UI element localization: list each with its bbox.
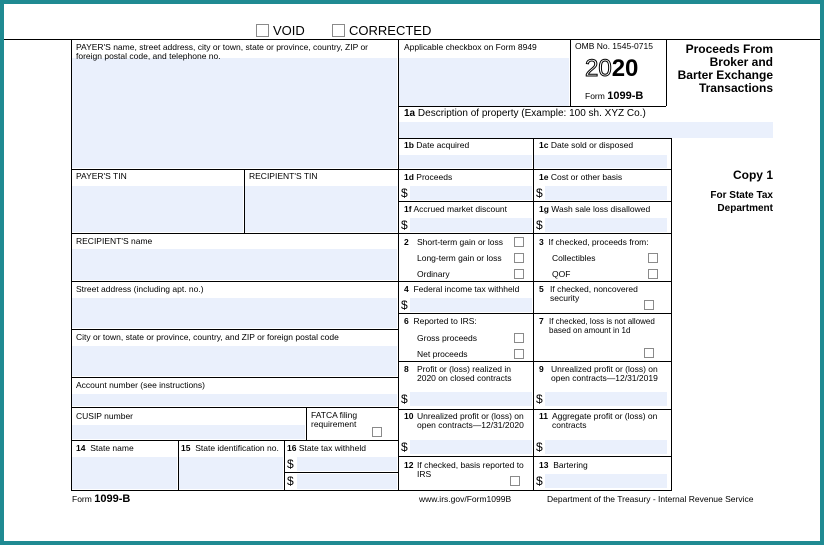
footer-form: [72, 493, 130, 505]
box-14-label: [76, 444, 134, 453]
box-number: 14: [76, 443, 86, 453]
box-number: 1g: [539, 204, 549, 214]
box-number: 1c: [539, 140, 549, 150]
box-number: 10: [404, 411, 414, 421]
rule: [399, 106, 666, 107]
box-8-label: Profit or (loss) realized in 2020 on closed contracts: [417, 364, 512, 383]
field-4[interactable]: [410, 298, 532, 312]
box-number: 11: [539, 411, 548, 421]
box-1d-label: [404, 173, 452, 182]
box-text: If checked, proceeds from:: [548, 237, 649, 247]
box-3-collectibles-checkbox[interactable]: [648, 253, 658, 263]
box-number: 12: [404, 460, 414, 470]
box-1c-label: [539, 141, 633, 150]
rule: [72, 169, 398, 170]
dollar-sign: $: [401, 186, 408, 200]
field-11[interactable]: [545, 440, 667, 454]
copy-subtitle-line: Department: [717, 203, 773, 214]
form-bottom-border: [72, 490, 671, 491]
account-field[interactable]: [72, 394, 397, 406]
form-title-line: Proceeds From: [685, 42, 773, 56]
form-title-line: Broker and: [709, 55, 773, 69]
box-text: Wash sale loss disallowed: [551, 204, 651, 214]
form-small-number: 1099-B: [607, 90, 644, 102]
box-9-label: Unrealized profit or (loss) on open contracts—12/31/2019: [551, 364, 658, 383]
box-number: 4: [404, 284, 409, 294]
recipient-name-field[interactable]: [72, 249, 397, 280]
applicable-checkbox-label: Applicable checkbox on Form 8949: [404, 42, 537, 52]
box-text: Date acquired: [416, 140, 470, 150]
box-text: Cost or other basis: [550, 172, 623, 182]
box-number: 15: [181, 443, 191, 453]
box-1a-label: [404, 108, 646, 119]
box-number: 5: [539, 284, 544, 294]
box-2-long-checkbox[interactable]: [514, 253, 524, 263]
rule: [399, 313, 671, 314]
box-text: Proceeds: [416, 172, 453, 182]
city-field[interactable]: [72, 346, 397, 376]
box-number: 2: [404, 237, 409, 247]
rule: [178, 440, 179, 491]
street-field[interactable]: [72, 298, 397, 328]
box-number: 7: [539, 316, 544, 326]
street-label: Street address (including apt. no.): [76, 284, 204, 294]
box-text: Description of property (Example: 100 sh. XYZ Co.): [417, 108, 646, 119]
rule: [72, 329, 398, 330]
rule: [72, 233, 671, 234]
city-label: City or town, state or province, country, and ZIP or foreign postal code: [76, 332, 339, 342]
dollar-sign: $: [536, 440, 543, 454]
form-small-prefix: Form: [585, 91, 605, 101]
copy-subtitle: [710, 189, 773, 215]
dollar-sign: $: [287, 474, 294, 488]
box-2-long-label: Long-term gain or loss: [417, 253, 502, 263]
field-9[interactable]: [545, 392, 667, 406]
rule: [399, 361, 671, 362]
cusip-label: CUSIP number: [76, 411, 134, 421]
rule: [671, 138, 672, 491]
payer-field[interactable]: [72, 58, 397, 168]
box-text: Reported to IRS:: [413, 316, 477, 326]
form-small-label: [585, 90, 643, 102]
rule: [399, 169, 671, 170]
box-number: 8: [404, 364, 409, 374]
box-text: State tax withheld: [298, 443, 366, 453]
field-1e[interactable]: [545, 186, 667, 200]
box-6-label: [404, 317, 477, 326]
box-12-label: If checked, basis reported to IRS: [417, 460, 524, 479]
dollar-sign: $: [536, 186, 543, 200]
box-text: Bartering: [553, 460, 588, 470]
box-text: Date sold or disposed: [550, 140, 634, 150]
box-6-net-checkbox[interactable]: [514, 349, 524, 359]
rule: [399, 201, 671, 202]
box-number: 1a: [404, 108, 416, 119]
field-1c[interactable]: [534, 155, 667, 168]
tax-year-prefix: 20: [585, 55, 612, 82]
box-13-label: [539, 461, 588, 470]
dollar-sign: $: [401, 392, 408, 406]
box-16-label: [287, 444, 366, 453]
dollar-sign: $: [401, 298, 408, 312]
box-number: 1f: [404, 204, 412, 214]
box-1f-label: [404, 205, 507, 214]
rule: [284, 472, 398, 473]
box-7-checkbox[interactable]: [644, 348, 654, 358]
field-1d[interactable]: [410, 186, 532, 200]
field-1a[interactable]: [399, 122, 773, 138]
rule: [72, 440, 398, 441]
field-1b[interactable]: [399, 155, 532, 168]
box-number: 1d: [404, 172, 414, 182]
footer-form-prefix: Form: [72, 494, 92, 504]
box-1e-label: [539, 173, 622, 182]
tax-year-suffix: 20: [611, 55, 639, 82]
box-text: Federal income tax withheld: [413, 284, 520, 294]
box-text: Accrued market discount: [413, 204, 508, 214]
field-10[interactable]: [410, 440, 532, 454]
dollar-sign: $: [536, 474, 543, 488]
state-id-field[interactable]: [179, 457, 283, 489]
payer-tin-field[interactable]: [72, 186, 243, 232]
rule: [570, 39, 571, 106]
box-1g-label: [539, 205, 650, 214]
state-tax-field-2[interactable]: [297, 474, 397, 489]
form-top-border: [4, 39, 820, 40]
box-12-checkbox[interactable]: [510, 476, 520, 486]
box-3-label: [539, 238, 649, 247]
rule: [71, 39, 72, 491]
recipient-tin-field[interactable]: [245, 186, 397, 232]
box-10-label: Unrealized profit or (loss) on open contracts—12/31/2020: [417, 411, 524, 430]
applicable-checkbox-field[interactable]: [399, 58, 569, 106]
corrected-checkbox[interactable]: [332, 24, 345, 37]
box-number: 1b: [404, 140, 414, 150]
cusip-field[interactable]: [72, 425, 305, 439]
rule: [72, 407, 398, 408]
field-1f[interactable]: [410, 218, 532, 232]
rule: [72, 377, 398, 378]
box-7-label: If checked, loss is not allowed based on amount in 1d: [549, 317, 655, 335]
box-2-ordinary-checkbox[interactable]: [514, 269, 524, 279]
box-11-label: Aggregate profit or (loss) on contracts: [552, 411, 658, 430]
form-title: [678, 43, 773, 95]
form-title-line: Transactions: [698, 81, 773, 95]
rule: [398, 39, 399, 491]
form-1099b-page: [4, 4, 820, 541]
state-name-field[interactable]: [72, 457, 177, 489]
box-number: 3: [539, 237, 544, 247]
account-label: Account number (see instructions): [76, 380, 205, 390]
field-8[interactable]: [410, 392, 532, 406]
copy-subtitle-line: For State Tax: [710, 190, 773, 201]
box-number: 6: [404, 316, 409, 326]
footer-department: Department of the Treasury - Internal Revenue Service: [547, 494, 754, 504]
state-tax-field-1[interactable]: [297, 457, 397, 471]
corrected-label: CORRECTED: [349, 23, 432, 38]
box-3-qof-label: QOF: [552, 269, 571, 279]
dollar-sign: $: [401, 218, 408, 232]
rule: [72, 281, 671, 282]
box-text: State name: [90, 443, 134, 453]
dollar-sign: $: [536, 392, 543, 406]
omb-number: OMB No. 1545-0715: [575, 41, 653, 51]
rule: [399, 409, 671, 410]
box-text: State identification no.: [195, 443, 279, 453]
box-15-label: [181, 444, 279, 453]
dollar-sign: $: [287, 457, 294, 471]
box-4-label: [404, 285, 519, 294]
box-3-qof-checkbox[interactable]: [648, 269, 658, 279]
box-number: 9: [539, 364, 544, 374]
box-6-gross-checkbox[interactable]: [514, 333, 524, 343]
payer-tin-label: PAYER'S TIN: [76, 171, 127, 181]
field-1g[interactable]: [545, 218, 667, 232]
box-number: 13: [539, 460, 549, 470]
fatca-checkbox[interactable]: [372, 427, 382, 437]
box-3-collectibles-label: Collectibles: [552, 253, 596, 263]
void-label: VOID: [273, 23, 305, 38]
box-number: 16: [287, 443, 297, 453]
recipient-name-label: RECIPIENT'S name: [76, 236, 153, 246]
rule: [306, 407, 307, 440]
fatca-label: FATCA filing requirement: [311, 410, 358, 429]
field-13[interactable]: [545, 474, 667, 488]
footer-form-number: 1099-B: [94, 493, 131, 505]
box-6-gross-label: Gross proceeds: [417, 333, 477, 343]
recipient-tin-label: RECIPIENT'S TIN: [249, 171, 318, 181]
rule: [284, 440, 285, 491]
box-6-net-label: Net proceeds: [417, 349, 468, 359]
form-title-line: Barter Exchange: [677, 68, 773, 82]
box-2-short-checkbox[interactable]: [514, 237, 524, 247]
copy-label: Copy 1: [732, 168, 773, 182]
box-2-short-label: Short-term gain or loss: [417, 237, 503, 247]
box-1b-label: [404, 141, 469, 150]
box-2-ordinary-label: Ordinary: [417, 269, 450, 279]
box-5-label: If checked, noncovered security: [550, 284, 638, 303]
rule: [533, 138, 534, 491]
tax-year: [585, 56, 638, 82]
rule: [244, 169, 245, 233]
box-number: 1e: [539, 172, 549, 182]
dollar-sign: $: [536, 218, 543, 232]
payer-label: PAYER'S name, street address, city or town, state or province, country, ZIP or foreign postal code, and telephone no.: [76, 42, 369, 61]
rule: [399, 138, 671, 139]
rule: [666, 39, 667, 106]
box-5-checkbox[interactable]: [644, 300, 654, 310]
dollar-sign: $: [401, 440, 408, 454]
rule: [399, 456, 671, 457]
void-checkbox[interactable]: [256, 24, 269, 37]
footer-url[interactable]: www.irs.gov/Form1099B: [419, 494, 512, 504]
